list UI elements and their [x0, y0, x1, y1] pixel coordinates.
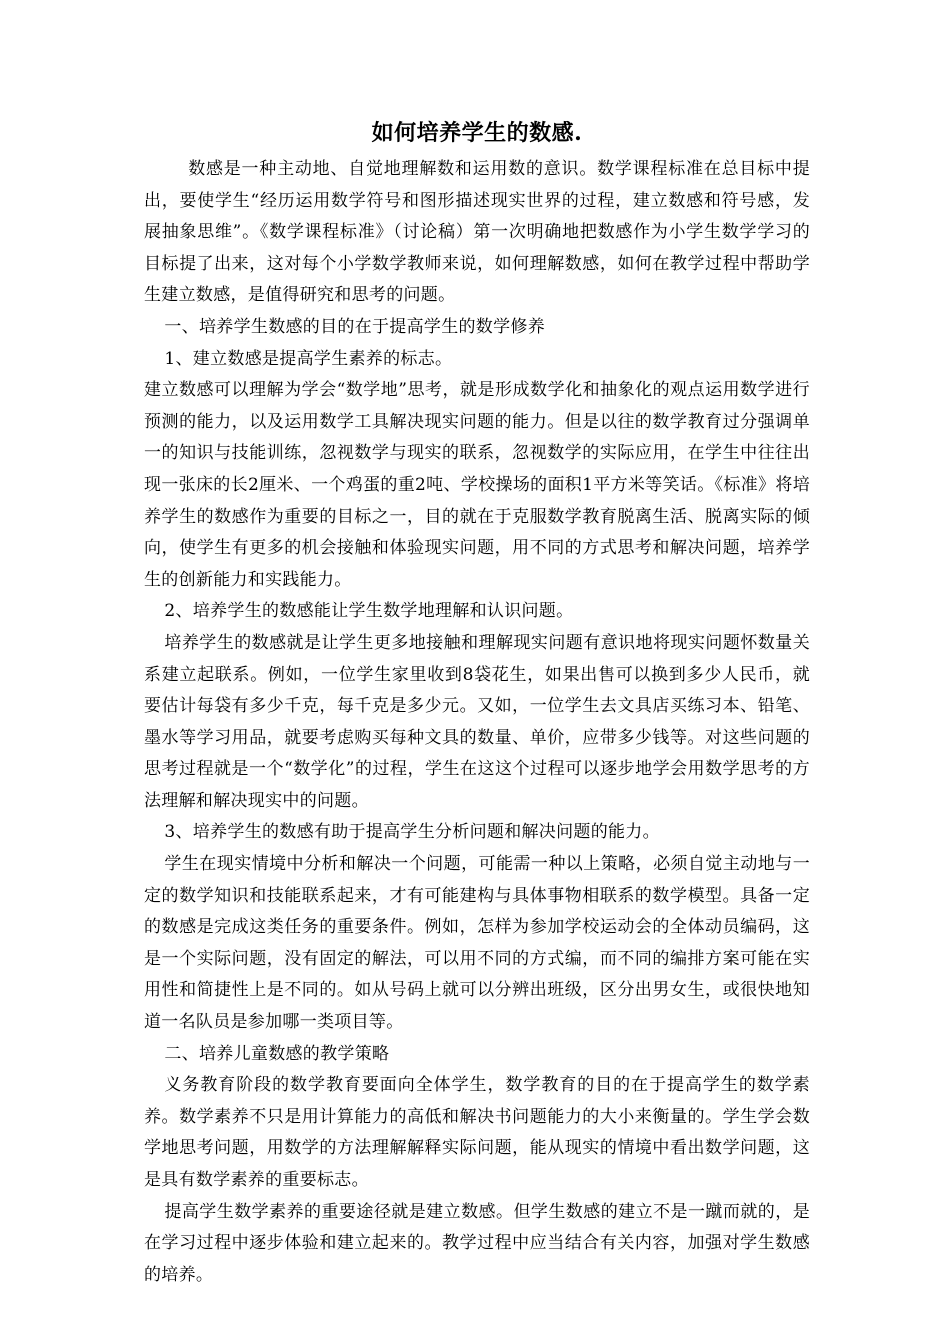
section-heading-2: 二、培养儿童数感的教学策略	[164, 1043, 390, 1064]
body-paragraph-2: 培养学生的数感就是让学生更多地接触和理解现实问题有意识地将现实问题怀数量关系建立起联系。例如，一位学生家里收到8袋花生，如果出售可以换到多少人民币，就要估计每袋有多少千克，每千克是多少元。又如，一位学生去文具店买练习本、铅笔、墨水等学习用品，就要考虑购买每种文具的数量、单价，应带多少钱等。对这些问题的思考过程就是一个“数学化”的过程，学生在这这个过程可以逐步地学会用数学思考的方法理解和解决现实中的问题。	[144, 632, 810, 811]
subsection-heading-2: 2、培养学生的数感能让学生数学地理解和认识问题。	[164, 601, 574, 622]
intro-paragraph: 数感是一种主动地、自觉地理解数和运用数的意识。数学课程标准在总目标中提出，要使学生“经历运用数学符号和图形描述现实世界的过程，建立数感和符号感，发展抽象思维”。《数学课程标准》（讨论稿）第一次明确地把数感作为小学生数学学习的目标提了出来，这对每个小学数学教师来说，如何理解数感，如何在教学过程中帮助学生建立数感，是值得研究和思考的问题。	[144, 159, 810, 306]
body-paragraph-3: 学生在现实情境中分析和解决一个问题，可能需一种以上策略，必须自觉主动地与一定的数学知识和技能联系起来，才有可能建构与具体事物相联系的数学模型。具备一定的数感是完成这类任务的重要条件。例如，怎样为参加学校运动会的全体动员编码，这是一个实际问题，没有固定的解法，可以用不同的方式编，而不同的编排方案可能在实用性和简捷性上是不同的。如从号码上就可以分辨出班级，区分出男女生，或很快地知道一名队员是参加哪一类项目等。	[144, 854, 810, 1033]
body-paragraph-5: 提高学生数学素养的重要途径就是建立数感。但学生数感的建立不是一蹴而就的，是在学习过程中逐步体验和建立起来的。教学过程中应当结合有关内容，加强对学生数感的培养。	[144, 1201, 810, 1285]
body-paragraph-4: 义务教育阶段的数学教育要面向全体学生，数学教育的目的在于提高学生的数学素养。数学素养不只是用计算能力的高低和解决书问题能力的大小来衡量的。学生学会数学地思考问题，用数学的方法理解解释实际问题，能从现实的情境中看出数学问题，这是具有数学素养的重要标志。	[144, 1075, 810, 1190]
document-title: 如何培养学生的数感.	[371, 120, 583, 146]
document-page	[144, 118, 810, 1291]
subsection-heading-1: 1、建立数感是提高学生素养的标志。	[164, 348, 453, 369]
section-heading-1: 一、培养学生数感的目的在于提高学生的数学修养	[164, 316, 545, 337]
body-paragraph-1: 建立数感可以理解为学会“数学地”思考，就是形成数学化和抽象化的观点运用数学进行预测的能力，以及运用数学工具解决现实问题的能力。但是以往的数学教育过分强调单一的知识与技能训练，忽视数学与现实的联系，忽视数学的实际应用，在学生中往往出现一张床的长2厘米、一个鸡蛋的重2吨、学校操场的面积1平方米等笑话。《标准》将培养学生的数感作为重要的目标之一，目的就在于克服数学教育脱离生活、脱离实际的倾向，使学生有更多的机会接触和体验现实问题，用不同的方式思考和解决问题，培养学生的创新能力和实践能力。	[144, 380, 810, 590]
subsection-heading-3: 3、培养学生的数感有助于提高学生分析问题和解决问题的能力。	[164, 822, 660, 843]
